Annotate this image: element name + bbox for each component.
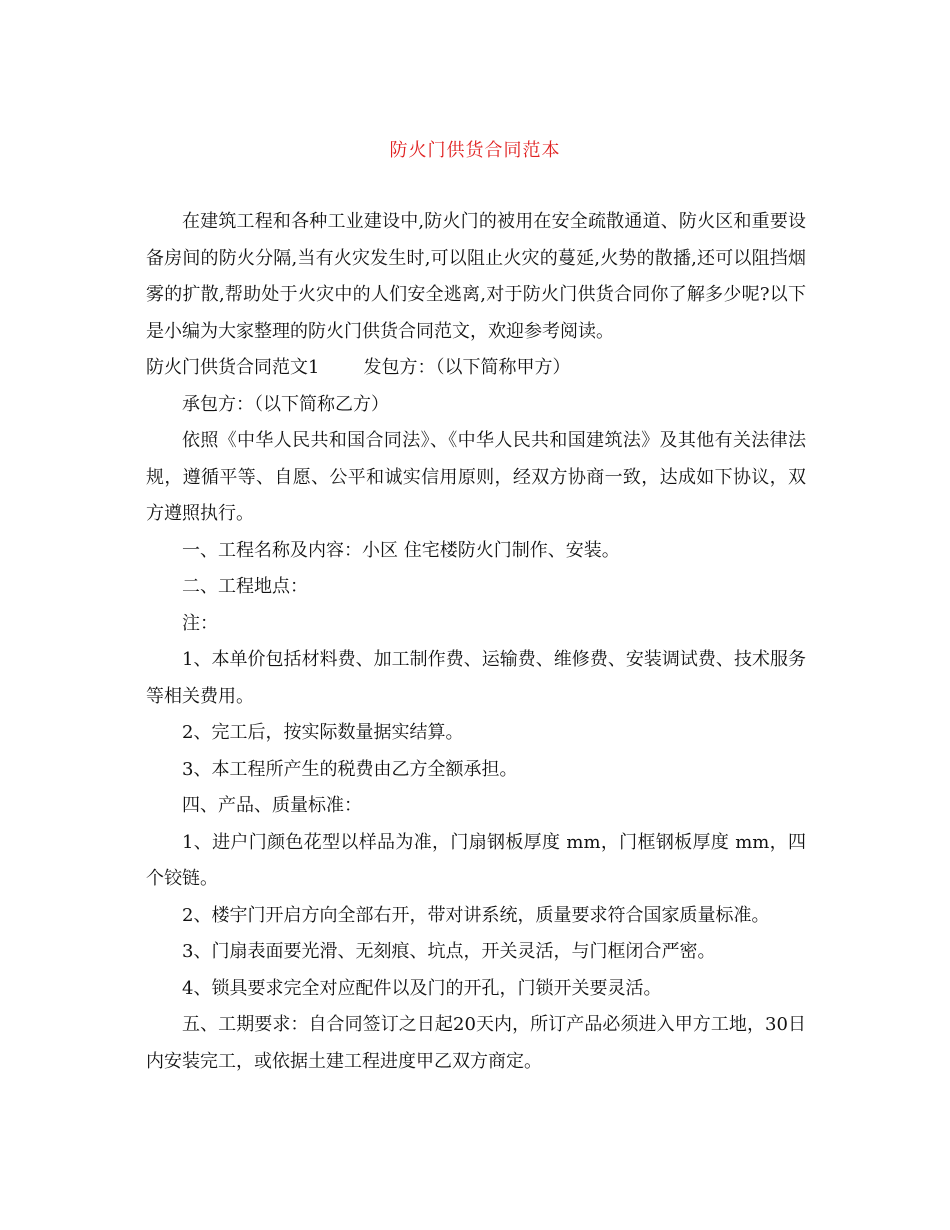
basis-paragraph: 依照《中华人民共和国合同法》、《中华人民共和国建筑法》及其他有关法律法规，遵循平等、自愿、公平和诚实信用原则，经双方协商一致，达成如下协议，双方遵照执行。 (146, 430, 806, 524)
note-item-2: 2、完工后，按实际数量据实结算。 (182, 722, 464, 743)
quality-item-1: 1、进户门颜色花型以样品为准，门扇钢板厚度 mm，门框钢板厚度 mm，四个铰链。 (146, 831, 806, 889)
quality-item-2: 2、楼宇门开启方向全部右开，带对讲系统，质量要求符合国家质量标准。 (182, 904, 770, 926)
document-body (146, 204, 806, 1080)
document-title: 防火门供货合同范本 (389, 140, 561, 161)
note-label: 注： (182, 612, 218, 634)
section-5: 五、工期要求：自合同签订之日起20天内，所订产品必须进入甲方工地，30日内安装完工，或依据土建工程进度甲乙双方商定。 (146, 1014, 806, 1072)
quality-item-4: 4、锁具要求完全对应配件以及门的开孔，门锁开关要灵活。 (182, 977, 662, 999)
party-a-line: 发包方：（以下简称甲方） (363, 357, 571, 378)
sample-heading-line (146, 350, 806, 387)
note-item-1: 1、本单价包括材料费、加工制作费、运输费、维修费、安装调试费、技术服务等相关费用。 (146, 649, 806, 707)
section-1: 一、工程名称及内容：小区 住宅楼防火门制作、安装。 (182, 539, 620, 561)
quality-item-3: 3、门扇表面要光滑、无刻痕、坑点，开关灵活，与门框闭合严密。 (182, 941, 716, 962)
section-4: 四、产品、质量标准： (182, 795, 362, 816)
section-2: 二、工程地点： (182, 576, 308, 597)
note-item-3: 3、本工程所产生的税费由乙方全额承担。 (182, 758, 518, 780)
intro-paragraph: 在建筑工程和各种工业建设中,防火门的被用在安全疏散通道、防火区和重要设备房间的防火分隔,当有火灾发生时,可以阻止火灾的蔓延,火势的散播,还可以阻挡烟雾的扩散,帮助处于火灾中的人们安全逃离,对于防火门供货合同你了解多少呢?以下是小编为大家整理的防火门供货合同范文，欢迎参考阅读。 (146, 211, 806, 342)
party-b-line: 承包方：（以下简称乙方） (182, 393, 389, 415)
sample-heading: 防火门供货合同范文1 (146, 357, 320, 378)
